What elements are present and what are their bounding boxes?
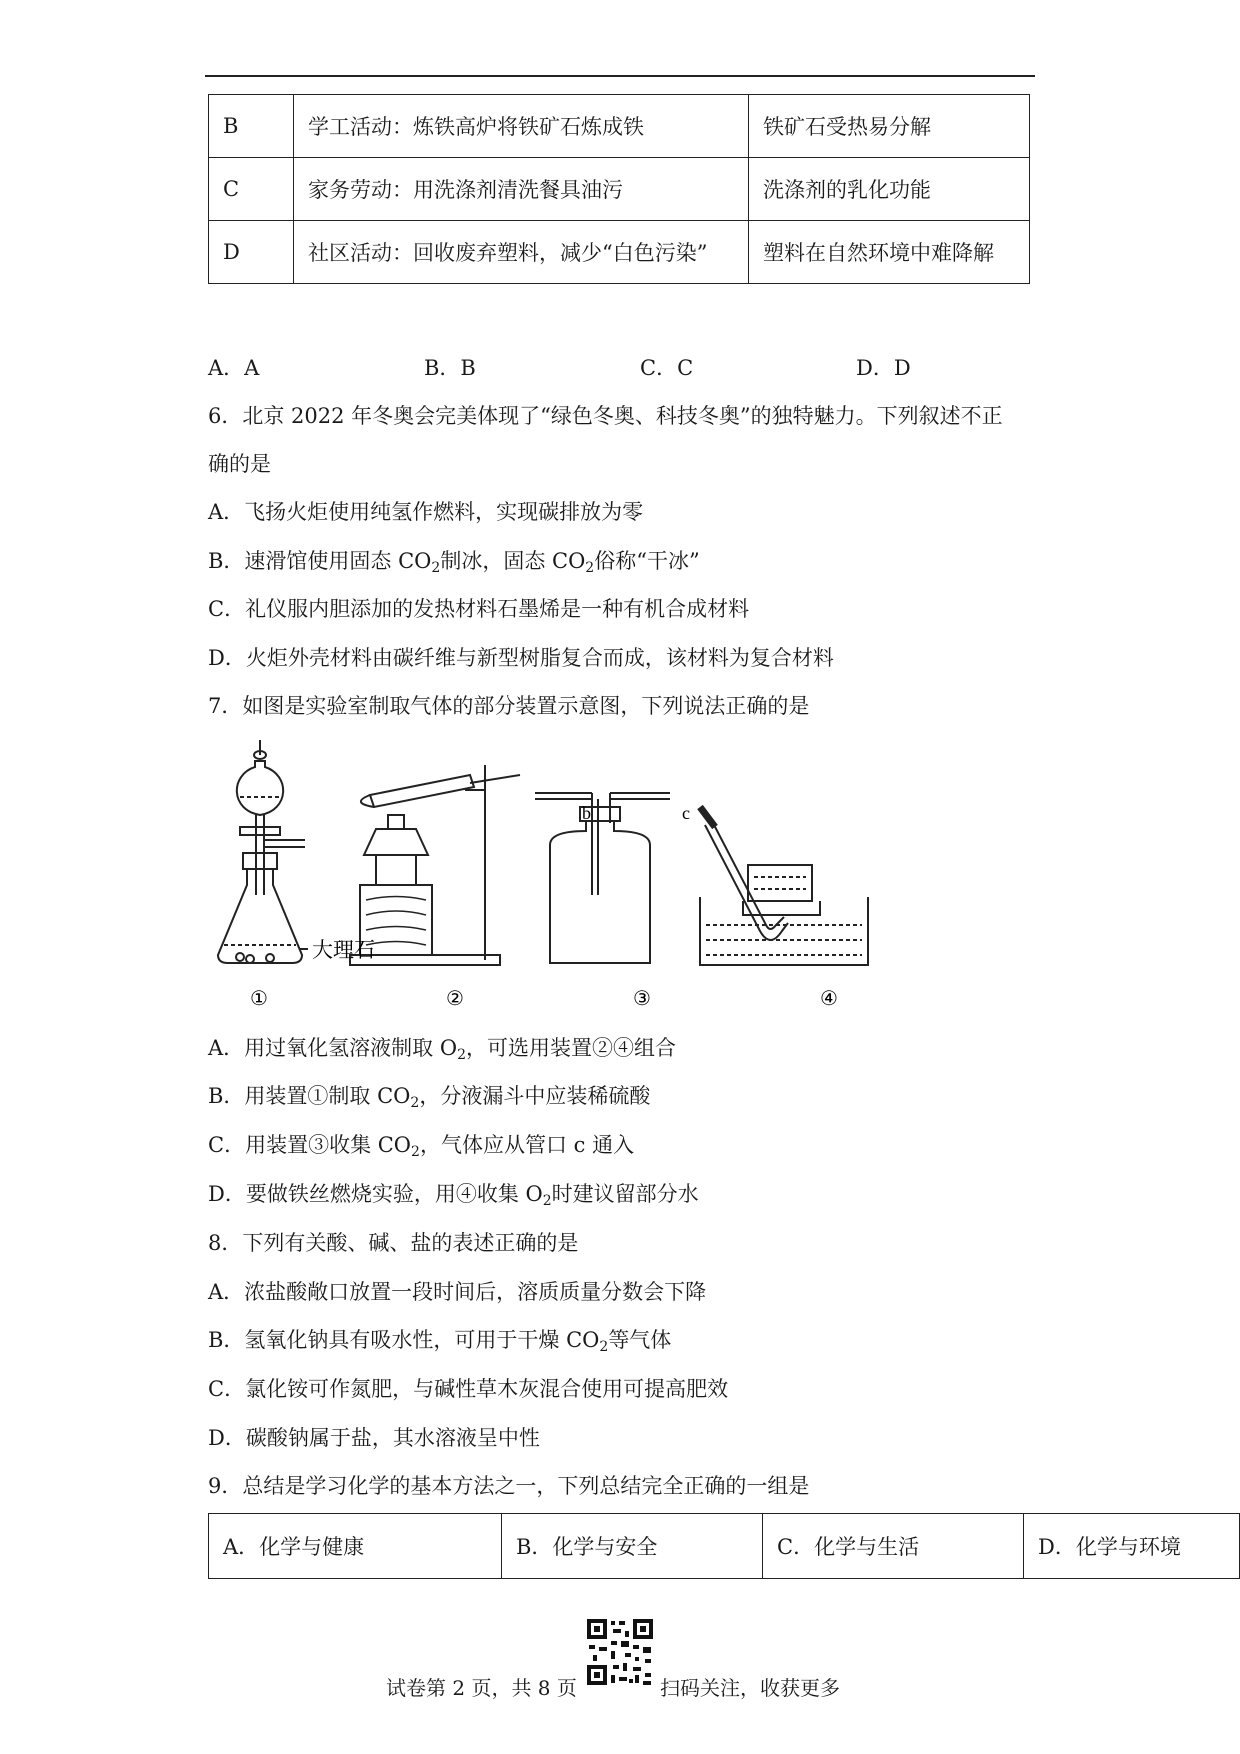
q6-stem-line2: 确的是 — [208, 452, 271, 476]
q6-option-a: A．飞扬火炬使用纯氢作燃料，实现碳排放为零 — [208, 500, 644, 524]
q8-b-post: 等气体 — [608, 1328, 672, 1352]
subscript: 2 — [599, 1339, 609, 1355]
subscript: 2 — [542, 1193, 552, 1209]
header-rule — [205, 75, 1035, 77]
row-activity: 学工活动：炼铁高炉将铁矿石炼成铁 — [294, 95, 749, 158]
q9-header-b: B．化学与安全 — [502, 1514, 763, 1579]
table-row — [209, 95, 1030, 158]
subscript: 2 — [411, 1144, 420, 1160]
q5-answer-b: B．B — [424, 356, 476, 380]
figure-number-1: ① — [250, 986, 268, 1010]
label-b: b — [582, 803, 591, 823]
label-c: c — [682, 803, 690, 823]
q7-c-post: ，气体应从管口 c 通入 — [419, 1133, 635, 1157]
row-activity: 社区活动：回收废弃塑料，减少“白色污染” — [294, 221, 749, 284]
row-activity: 家务劳动：用洗涤剂清洗餐具油污 — [294, 158, 749, 221]
subscript: 2 — [457, 1047, 466, 1063]
q5-options-table — [208, 94, 1030, 284]
figure-number-2: ② — [446, 986, 464, 1010]
figure-number-3: ③ — [633, 986, 651, 1010]
q7-d-pre: D．要做铁丝燃烧实验，用④收集 O — [208, 1182, 543, 1206]
q7-option-d — [208, 1180, 699, 1215]
subscript: 2 — [431, 560, 441, 576]
table-row — [209, 1514, 1240, 1579]
q7-c-pre: C．用装置③收集 CO — [208, 1133, 412, 1157]
subscript: 2 — [410, 1095, 420, 1111]
q6-b-post: 俗称“干冰” — [594, 549, 700, 573]
q6-option-d: D．火炬外壳材料由碳纤维与新型树脂复合而成，该材料为复合材料 — [208, 646, 834, 670]
apparatus-1-flask — [218, 740, 308, 963]
q9-header-c: C．化学与生活 — [763, 1514, 1024, 1579]
q5-answer-a: A．A — [208, 356, 260, 380]
row-label: D — [209, 221, 294, 284]
table-row — [209, 158, 1030, 221]
q7-option-c — [208, 1131, 634, 1166]
footer-scan-text: 扫码关注，收获更多 — [660, 1676, 840, 1700]
row-label: C — [209, 158, 294, 221]
figure-number-4: ④ — [820, 986, 838, 1010]
q7-b-pre: B．用装置①制取 CO — [208, 1084, 411, 1108]
q9-options-table — [208, 1513, 1240, 1579]
q6-option-b — [208, 547, 700, 582]
q8-stem: 8．下列有关酸、碱、盐的表述正确的是 — [208, 1231, 579, 1255]
q8-option-d: D．碳酸钠属于盐，其水溶液呈中性 — [208, 1426, 540, 1450]
apparatus-4-trough — [700, 807, 868, 965]
q6-stem-line1: 6．北京 2022 年冬奥会完美体现了“绿色冬奥、科技冬奥”的独特魅力。下列叙述不正 — [208, 404, 1003, 428]
q7-option-a — [208, 1034, 676, 1069]
q8-b-pre: B．氢氧化钠具有吸水性，可用于干燥 CO — [208, 1328, 600, 1352]
qr-code-icon — [585, 1617, 655, 1687]
lab-apparatus-figure — [200, 735, 890, 1015]
q9-header-d: D．化学与环境 — [1024, 1514, 1240, 1579]
q8-option-c: C．氯化铵可作氮肥，与碱性草木灰混合使用可提高肥效 — [208, 1377, 729, 1401]
apparatus-2-heating — [350, 765, 520, 965]
q7-d-post: 时建议留部分水 — [551, 1182, 699, 1206]
q8-option-b — [208, 1326, 671, 1361]
q5-answer-d: D．D — [856, 356, 911, 380]
row-label: B — [209, 95, 294, 158]
q7-a-pre: A．用过氧化氢溶液制取 O — [208, 1036, 458, 1060]
q6-b-mid: 制冰，固态 CO — [440, 549, 586, 573]
q9-stem: 9．总结是学习化学的基本方法之一，下列总结完全正确的一组是 — [208, 1474, 810, 1498]
footer-page-info: 试卷第 2 页，共 8 页 — [386, 1676, 577, 1700]
row-reason: 洗涤剂的乳化功能 — [749, 158, 1030, 221]
q7-a-post: ，可选用装置②④组合 — [465, 1036, 676, 1060]
q7-b-post: ，分液漏斗中应装稀硫酸 — [419, 1084, 651, 1108]
q8-option-a: A．浓盐酸敞口放置一段时间后，溶质质量分数会下降 — [208, 1280, 707, 1304]
q5-answer-c: C．C — [640, 356, 694, 380]
row-reason: 铁矿石受热易分解 — [749, 95, 1030, 158]
apparatus-3-bottle — [535, 793, 670, 963]
subscript: 2 — [585, 560, 595, 576]
q6-b-pre: B．速滑馆使用固态 CO — [208, 549, 432, 573]
row-reason: 塑料在自然环境中难降解 — [749, 221, 1030, 284]
q7-option-b — [208, 1082, 650, 1117]
q9-header-a: A．化学与健康 — [209, 1514, 502, 1579]
q7-stem: 7．如图是实验室制取气体的部分装置示意图，下列说法正确的是 — [208, 694, 810, 718]
label-marble: 大理石 — [312, 939, 375, 962]
table-row — [209, 221, 1030, 284]
q6-option-c: C．礼仪服内胆添加的发热材料石墨烯是一种有机合成材料 — [208, 597, 750, 621]
